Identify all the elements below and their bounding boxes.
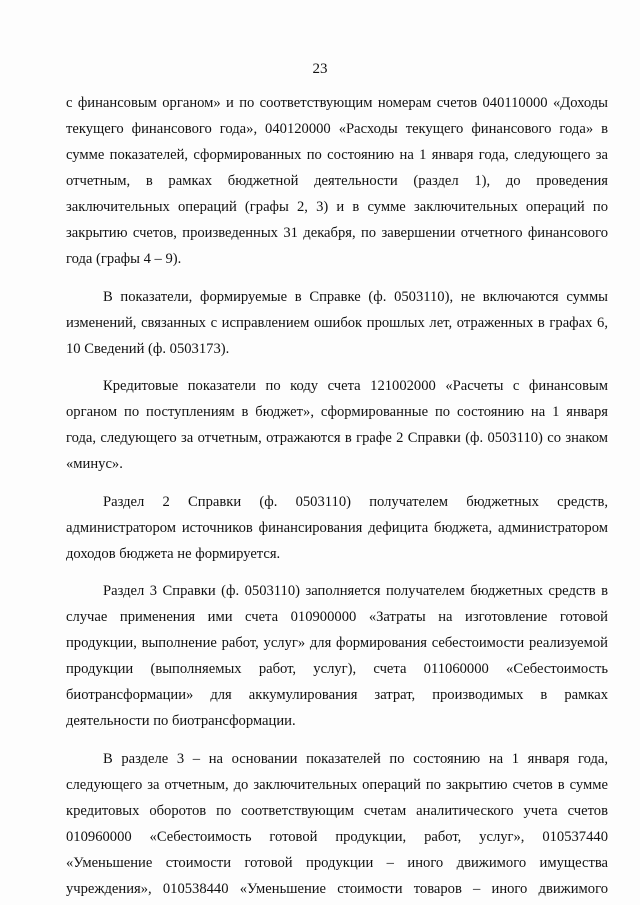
page-number: 23 bbox=[312, 61, 328, 77]
document-body bbox=[66, 90, 608, 913]
paragraph-continuation: с финансовым органом» и по соответствующим номерам счетов 040110000 «Доходы текущего финансового года», 040120000 «Расходы текущего финансового года» в сумме показателей, сформированных по состоянию на 1 января года, следующего за отчетным, в рамках бюджетной деятельности (раздел 1), до проведения заключительных операций (графы 2, 3) и в сумме заключительных операций по закрытию счетов, произведенных 31 декабря, по завершении отчетного финансового года (графы 4 – 9). bbox=[66, 95, 608, 267]
paragraph-credit-indicators: Кредитовые показатели по коду счета 121002000 «Расчеты с финансовым органом по поступлениям в бюджет», сформированные по состоянию на 1 января года, следующего за отчетным, отражаются в графе 2 Справки (ф. 0503110) со знаком «минус». bbox=[66, 378, 608, 472]
paragraph-section-3-details: В разделе 3 – на основании показателей по состоянию на 1 января года, следующего за отчетным, до заключительных операций по закрытию счетов в сумме кредитовых оборотов по соответствующим счетам аналитического учета счетов 010960000 «Себестоимость готовой продукции, работ, услуг», 010537440 «Уменьшение стоимости готовой продукции – иного движимого имущества учреждения», 010538440 «Уменьшение стоимости товаров – иного движимого bbox=[66, 750, 608, 897]
paragraph-exclusions: В показатели, формируемые в Справке (ф. 0503110), не включаются суммы изменений, связанных с исправлением ошибок прошлых лет, отраженных в графах 6, 10 Сведений (ф. 0503173). bbox=[66, 288, 608, 357]
paragraph-section-3: Раздел 3 Справки (ф. 0503110) заполняется получателем бюджетных средств в случае применения ими счета 010900000 «Затраты на изготовление готовой продукции, выполнение работ, услуг» для формирования себестоимости реализуемой продукции (выполняемых работ, услуг), счета 011060000 «Себестоимость биотрансформации» для аккумулирования затрат, производимых в рамках деятельности по биотрансформации. bbox=[66, 583, 608, 729]
paragraph-section-2: Раздел 2 Справки (ф. 0503110) получателем бюджетных средств, администратором источников финансирования дефицита бюджета, администратором доходов бюджета не формируется. bbox=[66, 493, 608, 562]
